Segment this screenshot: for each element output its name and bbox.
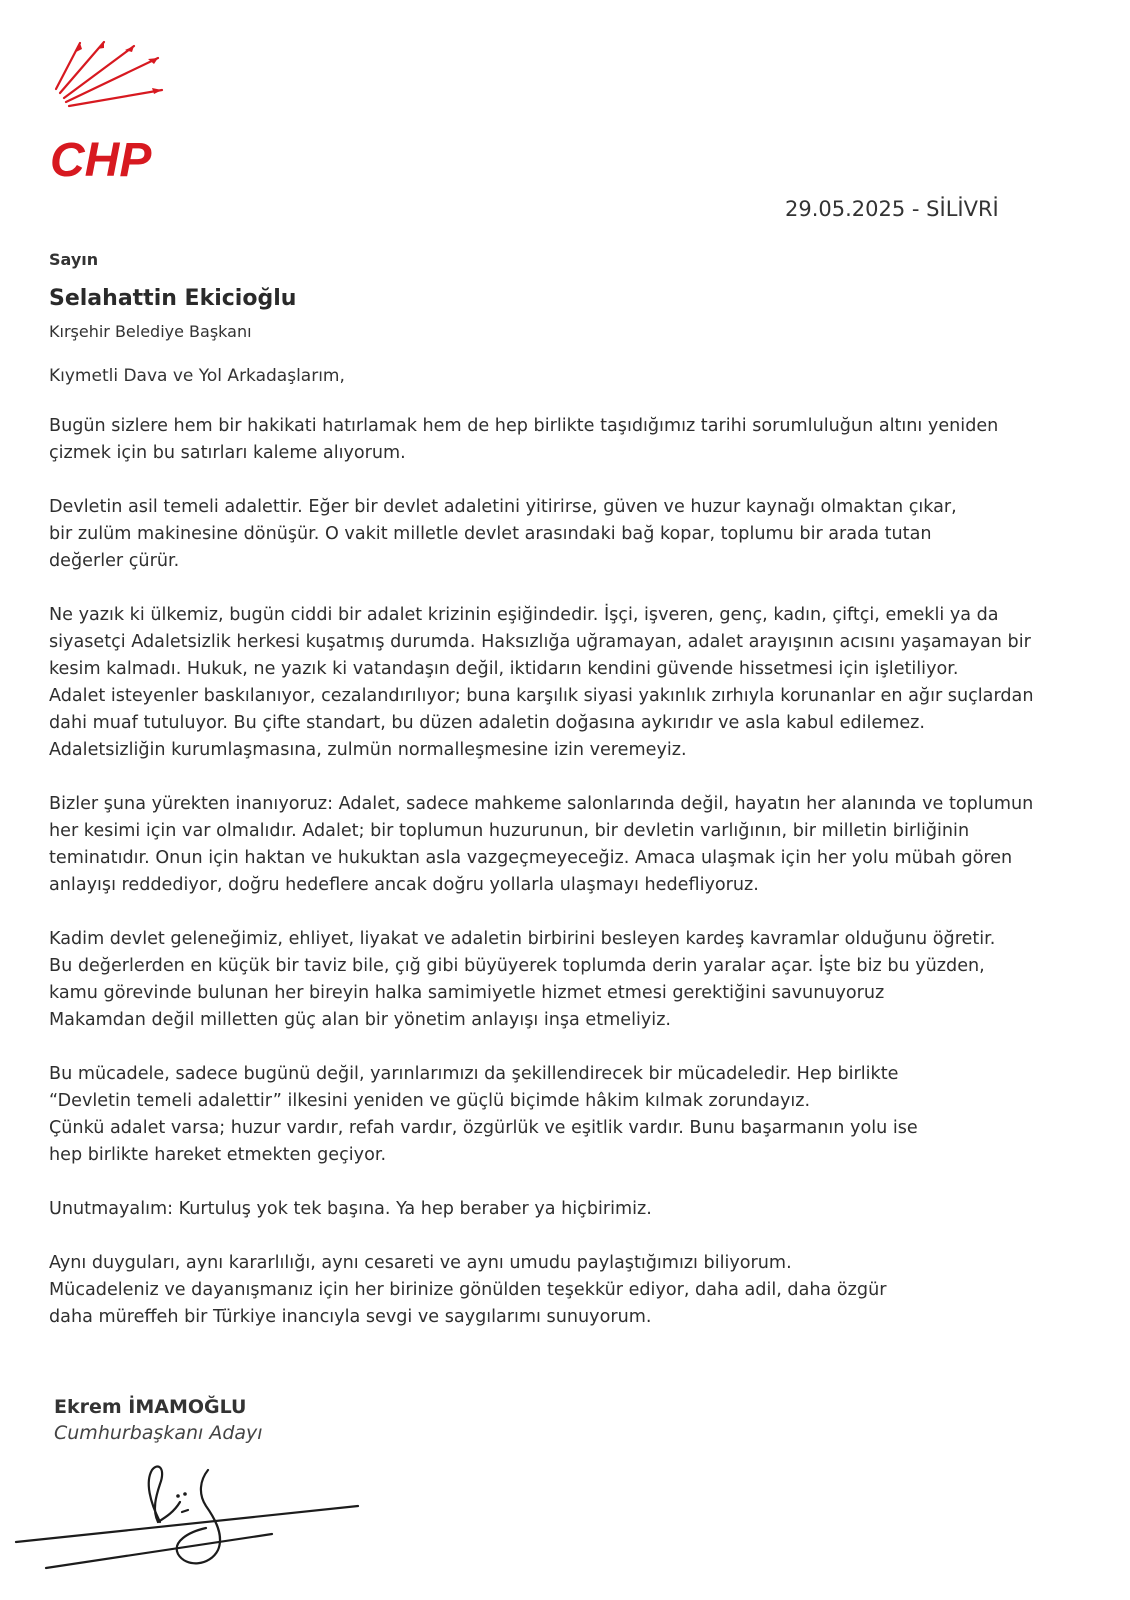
paragraph-line: dahi muaf tutuluyor. Bu çifte standart, bu düzen adaletin doğasına aykırıdır ve asla kabul edilemez. bbox=[49, 713, 926, 733]
paragraph-line: değerler çürür. bbox=[49, 551, 180, 571]
paragraph-line: bir zulüm makinesine dönüşür. O vakit milletle devlet arasındaki bağ kopar, toplumu bir arada tutan bbox=[49, 524, 932, 544]
salutation: Sayın bbox=[49, 250, 99, 269]
paragraph bbox=[49, 413, 1119, 467]
paragraph-line: hep birlikte hareket etmekten geçiyor. bbox=[49, 1145, 387, 1165]
paragraph-line: Adaletsizliğin kurumlaşmasına, zulmün normalleşmesine izin veremeyiz. bbox=[49, 740, 687, 760]
handwritten-signature bbox=[10, 1462, 370, 1577]
paragraph bbox=[49, 926, 1119, 1034]
paragraph bbox=[49, 1196, 1119, 1223]
letter-body bbox=[49, 413, 1119, 1358]
paragraph bbox=[49, 494, 1119, 575]
paragraph-line: Adalet isteyenler baskılanıyor, cezalandırılıyor; buna karşılık siyasi yakınlık zırhıyla korunanlar en ağır suçlardan bbox=[49, 686, 1034, 706]
date-location: 29.05.2025 - SİLİVRİ bbox=[785, 197, 999, 221]
chp-logo bbox=[48, 36, 176, 188]
paragraph-line: kamu görevinde bulunan her bireyin halka samimiyetle hizmet etmesi gerektiğini savunuyoruz bbox=[49, 983, 885, 1003]
paragraph-line: Devletin asil temeli adalettir. Eğer bir devlet adaletini yitirirse, güven ve huzur kaynağı olmaktan çıkar, bbox=[49, 497, 957, 517]
paragraph bbox=[49, 1061, 1119, 1169]
paragraph-line: Mücadeleniz ve dayanışmanız için her birinize gönülden teşekkür ediyor, daha adil, daha özgür bbox=[49, 1280, 887, 1300]
paragraph-line: Kadim devlet geleneğimiz, ehliyet, liyakat ve adaletin birbirini besleyen kardeş kavramlar olduğunu öğretir. bbox=[49, 929, 996, 949]
paragraph-line: kesim kalmadı. Hukuk, ne yazık ki vatandaşın değil, iktidarın kendini güvende hissetmesi için işletiliyor. bbox=[49, 659, 959, 679]
paragraph-line: “Devletin temeli adalettir” ilkesini yeniden ve güçlü biçimde hâkim kılmak zorundayız. bbox=[49, 1091, 811, 1111]
paragraph-line: her kesimi için var olmalıdır. Adalet; bir toplumun huzurunun, bir devletin varlığının, bir milletin birliğinin bbox=[49, 821, 970, 841]
paragraph-line: Bu değerlerden en küçük bir taviz bile, çığ gibi büyüyerek toplumda derin yaralar açar. İşte biz bu yüzden, bbox=[49, 956, 985, 976]
greeting: Kıymetli Dava ve Yol Arkadaşlarım, bbox=[49, 366, 345, 386]
paragraph-line: Çünkü adalet varsa; huzur vardır, refah vardır, özgürlük ve eşitlik vardır. Bunu başarmanın yolu ise bbox=[49, 1118, 918, 1138]
paragraph bbox=[49, 602, 1119, 764]
paragraph bbox=[49, 1250, 1119, 1331]
paragraph-line: Ne yazık ki ülkemiz, bugün ciddi bir adalet krizinin eşiğindedir. İşçi, işveren, genç, kadın, çiftçi, emekli ya da bbox=[49, 605, 999, 625]
signatory-title: Cumhurbaşkanı Adayı bbox=[54, 1422, 263, 1444]
recipient-title: Kırşehir Belediye Başkanı bbox=[49, 322, 252, 341]
logo-text: CHP bbox=[50, 134, 152, 187]
paragraph-line: Makamdan değil milletten güç alan bir yönetim anlayışı inşa etmeliyiz. bbox=[49, 1010, 672, 1030]
paragraph-line: Aynı duyguları, aynı kararlılığı, aynı cesareti ve aynı umudu paylaştığımızı biliyorum. bbox=[49, 1253, 792, 1273]
paragraph-line: Bu mücadele, sadece bugünü değil, yarınlarımızı da şekillendirecek bir mücadeledir. Hep birlikte bbox=[49, 1064, 899, 1084]
paragraph-line: teminatıdır. Onun için haktan ve hukuktan asla vazgeçmeyeceğiz. Amaca ulaşmak için her yolu mübah gören bbox=[49, 848, 1013, 868]
paragraph-line: çizmek için bu satırları kaleme alıyorum. bbox=[49, 443, 406, 463]
recipient-name: Selahattin Ekicioğlu bbox=[49, 286, 297, 311]
signatory-name: Ekrem İMAMOĞLU bbox=[54, 1396, 247, 1418]
paragraph-line: siyasetçi Adaletsizlik herkesi kuşatmış durumda. Haksızlığa uğramayan, adalet arayışının acısını yaşamayan bir bbox=[49, 632, 1031, 652]
paragraph bbox=[49, 791, 1119, 899]
paragraph-line: Unutmayalım: Kurtuluş yok tek başına. Ya hep beraber ya hiçbirimiz. bbox=[49, 1199, 652, 1219]
paragraph-line: Bizler şuna yürekten inanıyoruz: Adalet, sadece mahkeme salonlarında değil, hayatın her alanında ve toplumun bbox=[49, 794, 1034, 814]
paragraph-line: anlayışı reddediyor, doğru hedeflere ancak doğru yollarla ulaşmayı hedefliyoruz. bbox=[49, 875, 759, 895]
paragraph-line: daha müreffeh bir Türkiye inancıyla sevgi ve saygılarımı sunuyorum. bbox=[49, 1307, 652, 1327]
paragraph-line: Bugün sizlere hem bir hakikati hatırlamak hem de hep birlikte taşıdığımız tarihi sorumluluğun altını yeniden bbox=[49, 416, 999, 436]
